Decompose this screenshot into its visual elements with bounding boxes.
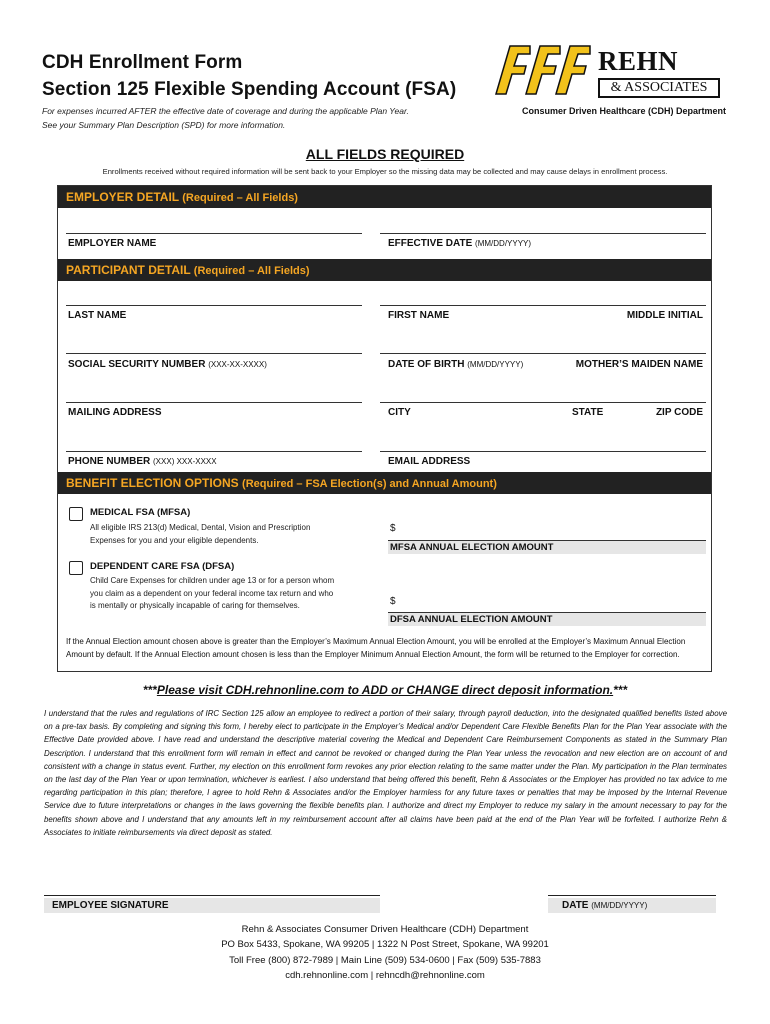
dfsa-desc-line: is mentally or physically incapable of caring for themselves. bbox=[90, 601, 300, 610]
notice-suffix: *** bbox=[613, 683, 628, 697]
employer-name-label: EMPLOYER NAME bbox=[68, 238, 157, 249]
logo-rehn-text: REHN bbox=[598, 46, 679, 76]
effective-date-field[interactable] bbox=[380, 233, 706, 234]
mfsa-desc-line: All eligible IRS 213(d) Medical, Dental, Vision and Prescription bbox=[90, 523, 311, 532]
email-label: EMAIL ADDRESS bbox=[388, 456, 471, 467]
benefit-election-header bbox=[58, 472, 711, 494]
participant-detail-header bbox=[58, 259, 711, 281]
zip-code-label: ZIP CODE bbox=[655, 407, 703, 418]
coverage-note: For expenses incurred AFTER the effective date of coverage and during the applicable Plan Year. bbox=[42, 106, 409, 116]
notice-prefix: *** bbox=[142, 683, 157, 697]
dob-label bbox=[388, 359, 523, 370]
mfsa-description bbox=[90, 522, 310, 547]
section-title: PARTICIPANT DETAIL bbox=[66, 263, 191, 277]
form-subtitle-heading: Section 125 Flexible Spending Account (FSA) bbox=[42, 79, 457, 100]
section-note: (Required – FSA Election(s) and Annual Amount) bbox=[242, 478, 497, 490]
first-name-field[interactable] bbox=[380, 305, 706, 306]
phone-format: (XXX) XXX-XXXX bbox=[153, 457, 217, 466]
mfsa-checkbox[interactable] bbox=[69, 507, 83, 521]
footer-web-email[interactable]: cdh.rehnonline.com | rehncdh@rehnonline.com bbox=[285, 969, 485, 981]
state-label: STATE bbox=[572, 407, 604, 418]
section-note: (Required – All Fields) bbox=[193, 265, 310, 277]
enrollment-form-box bbox=[57, 185, 712, 672]
employee-signature-field[interactable] bbox=[44, 895, 380, 896]
date-format: (MM/DD/YYYY) bbox=[591, 901, 648, 910]
department-name: Consumer Driven Healthcare (CDH) Department bbox=[521, 106, 726, 116]
form-title: CDH Enrollment Form bbox=[42, 52, 243, 73]
city-label: CITY bbox=[388, 407, 411, 418]
dfsa-amount-field[interactable]: DFSA ANNUAL ELECTION AMOUNT bbox=[388, 612, 706, 626]
effective-date-label-text: EFFECTIVE DATE bbox=[388, 238, 473, 249]
email-field[interactable] bbox=[380, 451, 706, 452]
dfsa-checkbox[interactable] bbox=[69, 561, 83, 575]
footer-phone: Toll Free (800) 872-7989 | Main Line (509) 534-0600 | Fax (509) 535-7883 bbox=[229, 954, 541, 966]
section-title: EMPLOYER DETAIL bbox=[66, 190, 179, 204]
maiden-name-label: MOTHER’S MAIDEN NAME bbox=[575, 359, 703, 370]
effective-date-label bbox=[388, 238, 531, 249]
mailing-address-label: MAILING ADDRESS bbox=[68, 407, 162, 418]
rehn-logo-mark-icon bbox=[490, 44, 592, 96]
rehn-logo bbox=[490, 44, 720, 100]
effective-date-format: (MM/DD/YYYY) bbox=[475, 239, 532, 248]
all-fields-required-heading: ALL FIELDS REQUIRED bbox=[305, 146, 465, 162]
ssn-field[interactable] bbox=[66, 353, 362, 354]
ssn-label bbox=[68, 359, 267, 370]
footer-contact bbox=[0, 922, 770, 983]
dfsa-title: DEPENDENT CARE FSA (DFSA) bbox=[90, 561, 235, 572]
mfsa-amount-field[interactable]: MFSA ANNUAL ELECTION AMOUNT bbox=[388, 540, 706, 554]
employer-detail-header bbox=[58, 186, 711, 208]
employee-signature-label: EMPLOYEE SIGNATURE bbox=[44, 898, 380, 913]
city-state-zip-field[interactable] bbox=[380, 402, 706, 403]
phone-label-text: PHONE NUMBER bbox=[68, 456, 151, 467]
direct-deposit-link[interactable]: Please visit CDH.rehnonline.com to ADD or CHANGE direct deposit information. bbox=[156, 683, 614, 697]
employer-name-field[interactable] bbox=[66, 233, 362, 234]
logo-associates-text: & ASSOCIATES bbox=[598, 78, 720, 98]
date-label bbox=[548, 898, 716, 913]
dfsa-description bbox=[90, 575, 334, 613]
dob-label-text: DATE OF BIRTH bbox=[388, 359, 465, 370]
form-header bbox=[42, 44, 732, 134]
first-name-label: FIRST NAME bbox=[388, 310, 450, 321]
middle-initial-label: MIDDLE INITIAL bbox=[626, 310, 703, 321]
footer-address: PO Box 5433, Spokane, WA 99205 | 1322 N Post Street, Spokane, WA 99201 bbox=[221, 939, 549, 951]
date-label-text: DATE bbox=[562, 900, 589, 911]
phone-label bbox=[68, 456, 217, 467]
date-field[interactable] bbox=[548, 895, 716, 896]
dob-and-maiden-field[interactable] bbox=[380, 353, 706, 354]
last-name-field[interactable] bbox=[66, 305, 362, 306]
section-title: BENEFIT ELECTION OPTIONS bbox=[66, 476, 239, 490]
last-name-label: LAST NAME bbox=[68, 310, 127, 321]
mfsa-title: MEDICAL FSA (MFSA) bbox=[90, 507, 191, 518]
dfsa-currency: $ bbox=[390, 596, 396, 607]
mfsa-currency: $ bbox=[390, 523, 396, 534]
ssn-format: (XXX-XX-XXXX) bbox=[208, 360, 267, 369]
mailing-address-field[interactable] bbox=[66, 402, 362, 403]
direct-deposit-notice bbox=[0, 683, 770, 697]
footer-department: Rehn & Associates Consumer Driven Healthcare (CDH) Department bbox=[241, 924, 529, 935]
required-fields-note: Enrollments received without required information will be sent back to your Employer so the missing data may be collected and may cause delays in enrollment process. bbox=[102, 167, 668, 176]
dob-format: (MM/DD/YYYY) bbox=[467, 360, 524, 369]
ssn-label-text: SOCIAL SECURITY NUMBER bbox=[68, 359, 206, 370]
election-amount-note: If the Annual Election amount chosen above is greater than the Employer’s Maximum Annual Election Amount, you will be enrolled at the Employer’s Maximum Annual Election Amount by default. If the Annual Election amount chosen is less than the Employer Minimum Annual Election Amount, the form will be returned to the Employer for correction. bbox=[66, 637, 686, 659]
authorization-statement: I understand that the rules and regulations of IRC Section 125 allow an employee to redirect a portion of their salary, through payroll deduction, into the designated qualified benefits listed above on a pre-tax basis. By completing and signing this form, I hereby elect to participate in the Employer’s Medical and/or Dependent Care Flexible Benefits Plan for the Plan Year associate with the Effective Date provided above. I have read and understand the descriptive material covering the Medical and Dependent Care Reimbursement Components as stated in the Summary Plan Description. I understand that this enrollment form will remain in effect and cannot be revoked or changed during the Plan Year unless the revocation and new election are on account of and consistent with a change in status event. Further, my election on this enrollment form revokes any prior election relating to the same matter under the Plan. My participation in the Plan terminates on the last day of the Plan Year or upon termination, whichever is earliest. I also understand that being offered this benefit, Rehn & Associates or the Employer has provided no tax advice to me regarding participation in this plan; therefore, I agree to hold Rehn & Associates and/or the Employer harmless for any future taxes or penalties that may be imposed by the Internal Revenue Service due to future interpretations or changes in the laws governing the flexible benefits plan. I authorize and direct my Employer to reduce my salary in the amount necessary to pay for the benefits shown above and I understand that any amounts left in my reimbursement account after all claims have been paid at the end of the Plan Year will be forfeited. I authorize Rehn & Associates to initiate reimbursements via direct deposit as stated. bbox=[44, 709, 727, 837]
section-note: (Required – All Fields) bbox=[182, 192, 298, 204]
spd-note: See your Summary Plan Description (SPD) for more information. bbox=[42, 120, 286, 130]
dfsa-desc-line: you claim as a dependent on your federal income tax return and who bbox=[90, 588, 334, 598]
dfsa-desc-line: Child Care Expenses for children under age 13 or for a person whom bbox=[90, 576, 335, 585]
phone-field[interactable] bbox=[66, 451, 362, 452]
mfsa-desc-line: Expenses for you and your eligible dependents. bbox=[90, 535, 259, 545]
